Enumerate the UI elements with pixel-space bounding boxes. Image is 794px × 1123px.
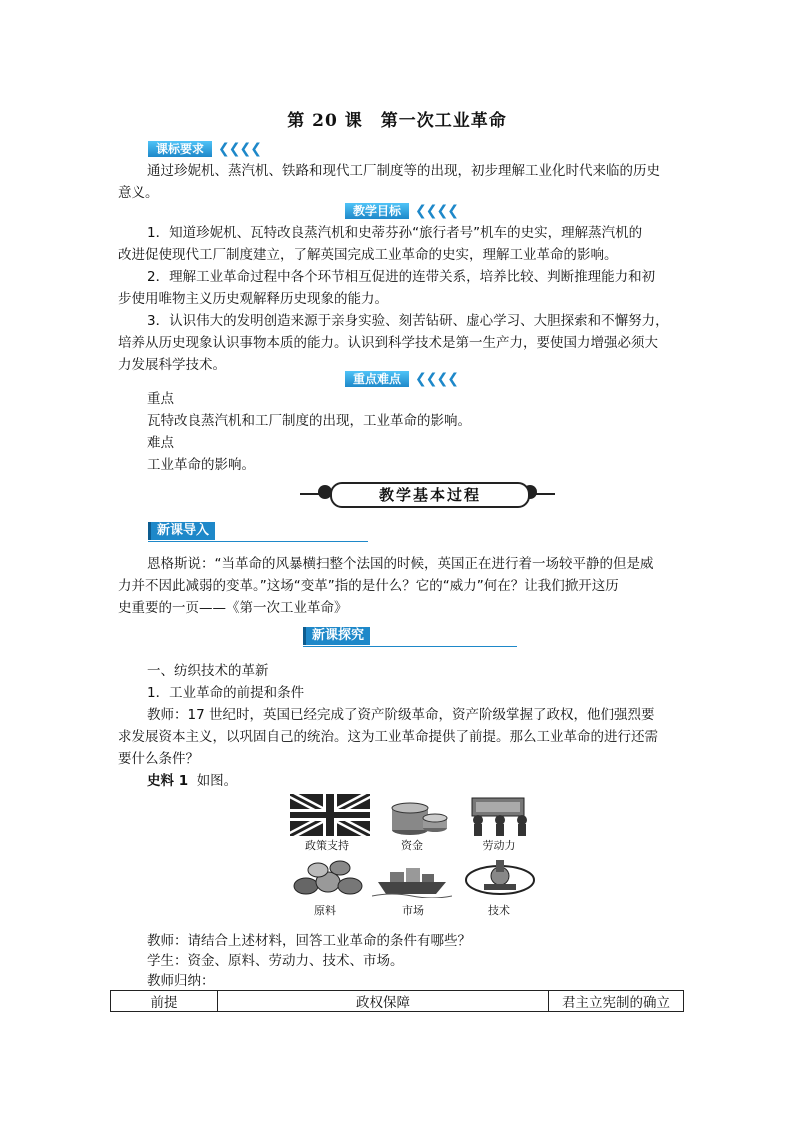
caption: 政策支持 — [305, 839, 349, 852]
source-text: 如图。 — [196, 773, 238, 789]
paragraph-line: 改进促使现代工厂制度建立，了解英国完成工业革命的史实，理解工业革命的影响。 — [118, 247, 618, 263]
table-cell: 前提 — [111, 991, 218, 1012]
section-rule — [148, 541, 368, 542]
chevron-left-icon: ❮❮❮❮ — [415, 371, 458, 387]
summary-table — [110, 990, 684, 1012]
paragraph-line: 1．知道珍妮机、瓦特改良蒸汽机和史蒂芬孙“旅行者号”机车的史实，理解蒸汽机的 — [147, 225, 643, 241]
paragraph-line: 2．理解工业革命过程中各个环节相互促进的连带关系，培养比较、判断推理能力和初 — [147, 269, 656, 285]
coins-icon — [380, 794, 460, 836]
workers-icon — [460, 794, 540, 836]
caption: 原料 — [314, 904, 336, 917]
source-line — [147, 770, 683, 792]
section-intro — [148, 522, 215, 540]
table-cell: 君主立宪制的确立 — [549, 991, 684, 1012]
paragraph-line: 学生：资金、原料、劳动力、技术、市场。 — [147, 953, 404, 969]
paragraph-line: 恩格斯说：“当革命的风暴横扫整个法国的时候，英国正在进行着一场较平静的但是威 — [147, 556, 654, 572]
paragraph-line: 教师：17 世纪时，英国已经完成了资产阶级革命，资产阶级掌握了政权，他们强烈要 — [147, 707, 655, 723]
section-explore — [303, 627, 370, 645]
paragraph-line: 求发展资本主义，以巩固自己的统治。这为工业革命提供了前提。那么工业革命的进行还需 — [118, 729, 658, 745]
caption: 资金 — [401, 839, 423, 852]
subsection-heading: 1．工业革命的前提和条件 — [147, 685, 305, 701]
chevron-left-icon: ❮❮❮❮ — [415, 203, 458, 219]
paragraph-line: 要什么条件？ — [118, 751, 199, 767]
steam-engine-icon — [460, 856, 540, 898]
section-label: 新课探究 — [303, 627, 370, 645]
banner-kbyq — [148, 140, 261, 158]
paragraph-line: 力发展科学技术。 — [118, 357, 226, 373]
key-text: 瓦特改良蒸汽机和工厂制度的出现，工业革命的影响。 — [147, 413, 471, 429]
paragraph-line: 教师归纳： — [147, 973, 215, 989]
banner-label: 课标要求 — [148, 141, 212, 157]
section-heading-decor — [300, 482, 555, 504]
key-label: 重点 — [147, 391, 174, 407]
table-row — [111, 991, 684, 1012]
paragraph-line: 3．认识伟大的发明创造来源于亲身实验、刻苦钻研、虚心学习、大胆探索和不懈努力， — [147, 313, 669, 329]
caption: 劳动力 — [482, 839, 516, 852]
source-label: 史料 1 — [147, 773, 189, 789]
caption: 市场 — [402, 904, 424, 917]
raw-materials-icon — [290, 856, 370, 898]
paragraph-line: 教师：请结合上述材料，回答工业革命的条件有哪些？ — [147, 933, 471, 949]
paragraph-line: 史重要的一页——《第一次工业革命》 — [118, 600, 348, 616]
section-label: 新课导入 — [148, 522, 215, 540]
difficult-label: 难点 — [147, 435, 174, 451]
banner-label: 教学目标 — [345, 203, 409, 219]
table-cell: 政权保障 — [218, 991, 549, 1012]
banner-jxmb — [345, 202, 458, 220]
paragraph-line: 意义。 — [118, 185, 159, 201]
paragraph-line: 步使用唯物主义历史观解释历史现象的能力。 — [118, 291, 388, 307]
section-rule — [303, 646, 517, 647]
page-title: 第 20 课 第一次工业革命 — [287, 111, 507, 131]
ship-icon — [372, 856, 452, 898]
difficult-text: 工业革命的影响。 — [147, 457, 255, 473]
paragraph-line: 力并不因此减弱的变革。”这场“变革”指的是什么？它的“威力”何在？让我们掀开这历 — [118, 578, 619, 594]
chevron-left-icon: ❮❮❮❮ — [218, 141, 261, 157]
big-heading: 教学基本过程 — [330, 482, 530, 508]
banner-label: 重点难点 — [345, 371, 409, 387]
section-heading: 一、纺织技术的革新 — [147, 663, 269, 679]
caption: 技术 — [488, 904, 510, 917]
union-jack-icon — [290, 794, 370, 836]
paragraph-line: 培养从历史现象认识事物本质的能力。认识到科学技术是第一生产力，要使国力增强必须大 — [118, 335, 658, 351]
banner-zdnd — [345, 370, 458, 388]
paragraph-line: 通过珍妮机、蒸汽机、铁路和现代工厂制度等的出现，初步理解工业化时代来临的历史 — [147, 163, 660, 179]
